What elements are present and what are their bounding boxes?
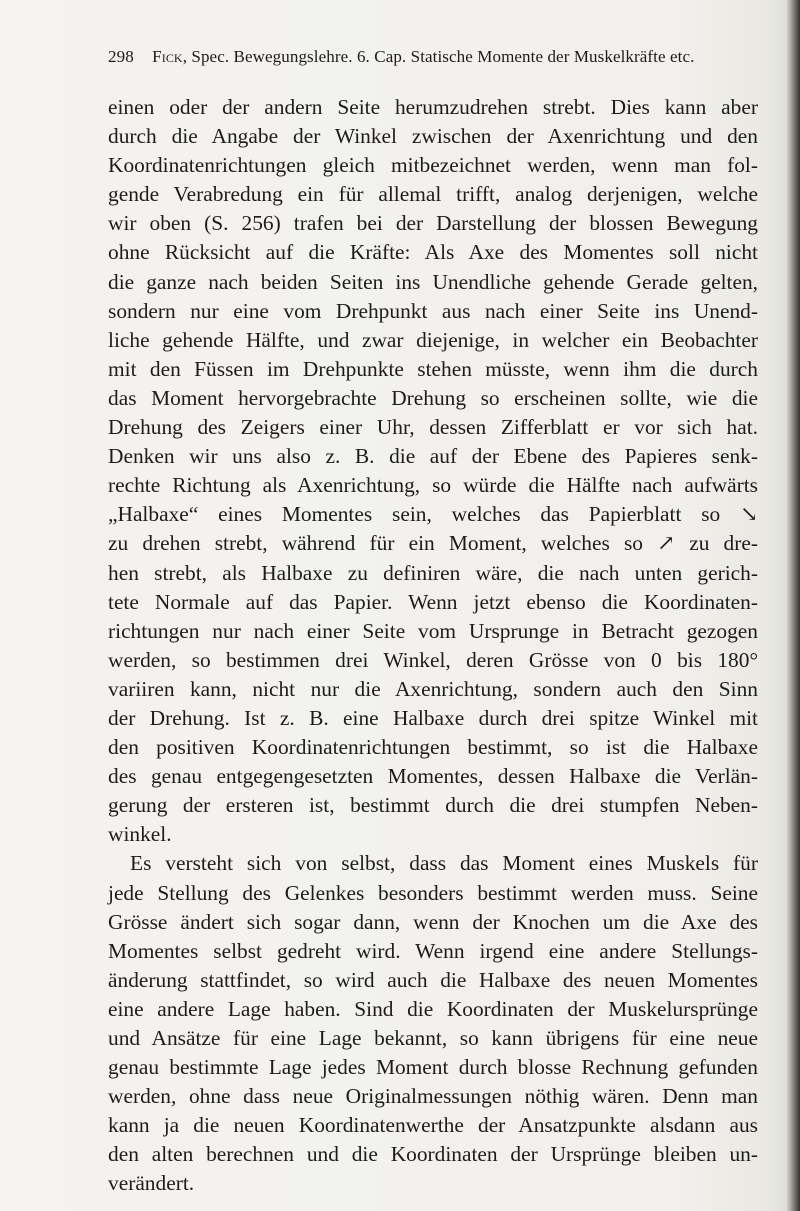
text-line: den positiven Koordinatenrichtungen bestimmt, so ist die Halbaxe	[108, 735, 758, 760]
text-line: sondern nur eine vom Drehpunkt aus nach einer Seite ins Unend-	[108, 298, 758, 323]
text-line: werden, so bestimmen drei Winkel, deren Grösse von 0 bis 180°	[108, 647, 758, 672]
text-line: Koordinatenrichtungen gleich mitbezeichnet werden, wenn man fol-	[108, 153, 758, 178]
text-line: zu drehen strebt, während für ein Moment, welches so ↗ zu dre-	[108, 531, 758, 556]
page-binding-shadow	[786, 0, 800, 1211]
text-line: die ganze nach beiden Seiten ins Unendliche gehende Gerade gelten,	[108, 269, 758, 294]
text-line: jede Stellung des Gelenkes besonders bestimmt werden muss. Seine	[108, 880, 758, 905]
text-line: das Moment hervorgebrachte Drehung so erscheinen sollte, wie die	[108, 385, 758, 410]
text-line: Grösse ändert sich sogar dann, wenn der Knochen um die Axe des	[108, 909, 758, 934]
text-line: gende Verabredung ein für allemal trifft, analog derjenigen, welche	[108, 182, 758, 207]
text-line: des genau entgegengesetzten Momentes, dessen Halbaxe die Verlän-	[108, 764, 758, 789]
text-line: mit den Füssen im Drehpunkte stehen müsste, wenn ihm die durch	[108, 356, 758, 381]
header-title: Spec. Bewegungslehre. 6. Cap. Statische Momente der Muskelkräfte etc.	[191, 47, 695, 66]
text-line: tete Normale auf das Papier. Wenn jetzt ebenso die Koordinaten-	[108, 589, 758, 614]
text-line: richtungen nur nach einer Seite vom Ursprunge in Betracht gezogen	[108, 618, 758, 643]
text-line: einen oder der andern Seite herumzudrehen strebt. Dies kann aber	[108, 95, 758, 119]
text-line: winkel.	[108, 822, 172, 847]
text-line: durch die Angabe der Winkel zwischen der Axenrichtung und den	[108, 124, 758, 149]
text-line: ohne Rücksicht auf die Kräfte: Als Axe des Momentes soll nicht	[108, 240, 758, 265]
text-line: der Drehung. Ist z. B. eine Halbaxe durch drei spitze Winkel mit	[108, 705, 758, 730]
text-line: und Ansätze für eine Lage bekannt, so kann übrigens für eine neue	[108, 1026, 758, 1050]
running-header	[108, 47, 768, 67]
text-line: Es versteht sich von selbst, dass das Moment eines Muskels für	[130, 851, 758, 876]
text-line: wir oben (S. 256) trafen bei der Darstellung der blossen Bewegung	[108, 211, 758, 236]
text-line: Denken wir uns also z. B. die auf der Ebene des Papieres senk-	[108, 444, 758, 469]
text-line: Momentes selbst gedreht wird. Wenn irgend eine andere Stellungs-	[108, 938, 758, 963]
body-text	[108, 93, 758, 1199]
text-line: den alten berechnen und die Koordinaten der Ursprünge bleiben un-	[108, 1142, 758, 1167]
text-line: rechte Richtung als Axenrichtung, so würde die Hälfte nach aufwärts	[108, 473, 758, 498]
text-line: Drehung des Zeigers einer Uhr, dessen Zifferblatt er vor sich hat.	[108, 415, 758, 440]
header-author: Fick,	[152, 47, 188, 66]
text-line: gerung der ersteren ist, bestimmt durch die drei stumpfen Neben-	[108, 793, 758, 818]
text-line: verändert.	[108, 1171, 195, 1196]
text-line: variiren kann, nicht nur die Axenrichtung, sondern auch den Sinn	[108, 676, 758, 701]
text-line: genau bestimmte Lage jedes Moment durch blosse Rechnung gefunden	[108, 1055, 758, 1080]
text-line: werden, ohne dass neue Originalmessungen nöthig wären. Denn man	[108, 1084, 758, 1109]
text-line: änderung stattfindet, so wird auch die Halbaxe des neuen Momentes	[108, 967, 758, 992]
text-line: liche gehende Hälfte, und zwar diejenige, in welcher ein Beobachter	[108, 327, 758, 352]
text-line: eine andere Lage haben. Sind die Koordinaten der Muskelursprünge	[108, 996, 758, 1021]
text-line: kann ja die neuen Koordinatenwerthe der Ansatzpunkte alsdann aus	[108, 1113, 758, 1138]
text-line: „Halbaxe“ eines Momentes sein, welches das Papierblatt so ↘	[108, 502, 758, 527]
page-number: 298	[108, 47, 134, 66]
text-line: hen strebt, als Halbaxe zu definiren wäre, die nach unten gerich-	[108, 560, 758, 585]
